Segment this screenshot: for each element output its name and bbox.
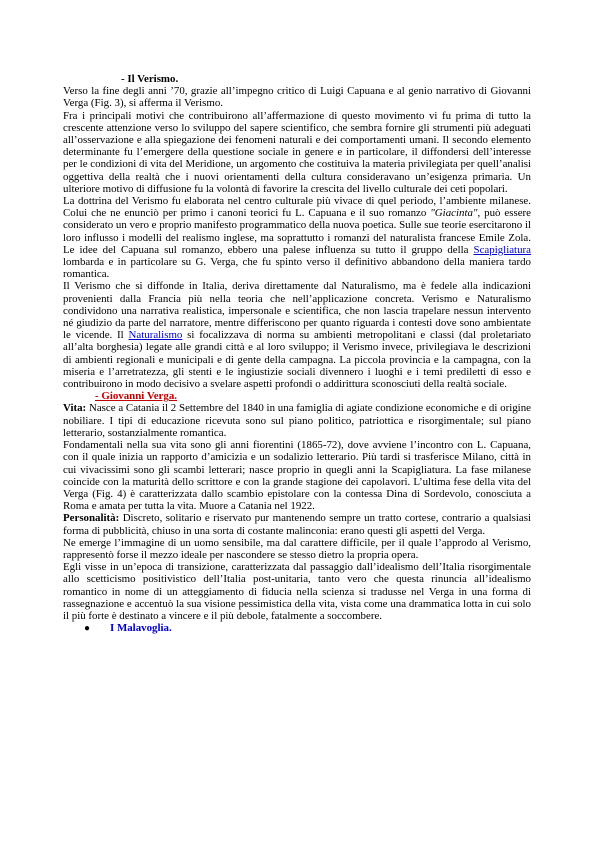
text-run: Nasce a Catania il 2 Settembre del 1840 in una famiglia di agiate condizione economiche e di origine nobiliare. I tipi di educazione ricevuta sono sul piano politico, patriottica e risorgimentale; sul piano letterario, sostanzialmente romantica.	[63, 402, 531, 439]
link-scapigliatura[interactable]: Scapigliatura	[473, 243, 531, 256]
bullet-title-malavoglia: I Malavoglia.	[110, 622, 172, 635]
paragraph-anni-fiorentini: Fondamentali nella sua vita sono gli anni fiorentini (1865-72), dove avviene l’incontro con L. Capuana, con il quale inizia un rapporto d’amicizia e un sodalizio letterario. Più tardi si trasferisce Milano, città in cui vivacissimi sono gli scambi letterari; nasce proprio in quegli anni la Scapigliatura. La fase milanese coincide con la maturità dello scrittore e con la grande stagione dei capolavori. L’ultima fese della vita del Verga (Fig. 4) è caratterizzata dallo scambio epistolare con la contessa Dina di Sordevolo, conosciuta a Roma e amata per tutta la vita. Muore a Catania nel 1922.	[63, 439, 531, 513]
section-heading-verismo: - Il Verismo.	[121, 73, 179, 85]
label-vita: Vita:	[63, 402, 87, 415]
link-naturalismo[interactable]: Naturalismo	[128, 329, 183, 342]
text-run: si focalizzava di norma su ambienti metropolitani e classi (dal proletariato all’alta borghesia) legate alle grandi città e al loro sviluppo; il Verismo invece, privilegiava le descrizioni di ambienti regionali e municipali e di gente della campagna. La piccola provincia e la campagna, con la miseria e l’arretratezza, gli stenti e le ingiustizie sociali divennero i luoghi e i temi prediletti di esso e contribuirono in modo decisivo a svelare aspetti profondi o addirittura sconosciuti della realtà sociale.	[63, 329, 531, 391]
text-run: La dottrina del Verismo fu elaborata nel centro culturale più vivace di quel periodo, l’ambiente milanese. Colui che ne enunciò per primo i canoni teorici fu L. Capuana e il suo romanzo	[63, 195, 531, 220]
paragraph-epoca: Egli visse in un’epoca di transizione, caratterizzata dal passaggio dall’idealismo dell’Italia risorgimentale allo scetticismo positivistico dell’Italia post-unitaria, tanto vero che questa rinuncia all’idealismo romantico in nome di un atteggiamento di fiducia nella scienza si tradusse nel Verga in una forma di rassegnazione e accentuò la sua visione pessimistica della vita, vista come una drammatica lotta in cui solo il più forte è destinato a vincere e il più debole, fatalmente a soccombere.	[63, 561, 531, 622]
list-item-malavoglia	[63, 622, 531, 635]
paragraph-naturalismo	[63, 280, 531, 390]
bullet-icon: ●	[84, 623, 91, 635]
paragraph-immagine: Ne emerge l’immagine di un uomo sensibile, ma dal carattere difficile, per il quale l’approdo al Verismo, rappresentò forse il mezzo ideale per nascondere se stesso dietro la propria opera.	[63, 536, 531, 561]
paragraph-dottrina	[63, 195, 531, 280]
paragraph-vita	[63, 402, 531, 439]
label-personalita: Personalità:	[63, 512, 120, 525]
text-run: Il Verismo che si diffonde in Italia, deriva direttamente dal Naturalismo, ma è fedele alla indicazioni provenienti dalla Francia più nella teoria che nell’applicazione concreta. Verismo e Naturalismo condividono una narrativa realistica, impersonale e scientifica, che non lascia trapelare nessun intervento né giudizio da parte del narratore, mentre differiscono per quanto riguarda i contesti dove sono ambientate le vicende. Il	[63, 280, 531, 342]
italic-title-giacinta: "Giacinta"	[430, 207, 478, 220]
text-run: lombarda e in particolare su G. Verga, che fu spinto verso il definitivo abbandono della maniera tardo romantica.	[63, 256, 531, 281]
paragraph-personalita	[63, 512, 531, 536]
text-run: , può essere considerato un vero e proprio manifesto programmatico della nuova poetica. Sulle sue teorie esercitarono il loro influsso i modelli del realismo inglese, ma soprattutto i romanzi del naturalista francese Emile Zola. Le idee del Capuana sul romanzo, ebbero una palese influenza su tutto il gruppo della	[63, 207, 532, 256]
heading-text: - Giovanni Verga.	[95, 390, 177, 403]
document-body	[63, 73, 531, 635]
text-run: Discreto, solitario e riservato pur mantenendo sempre un tratto cortese, contrario a qualsiasi forma di pubblicità, chiuso in una sorta di costante malinconia: erano questi gli aspetti del Verga.	[63, 512, 531, 537]
paragraph-motivi: Fra i principali motivi che contribuirono all’affermazione di questo movimento vi fu prima di tutto la crescente attenzione verso lo sviluppo del sapere scientifico, che sembra fornire gli strumenti più adeguati all’osservazione e alla spiegazione dei fenomeni naturali e dei comportamenti umani. Il secondo elemento determinante fu l’emergere della questione sociale in genere e in particolare, il diffondersi dell’interesse per le condizioni di vita del Meridione, un argomento che costituiva la materia privilegiata per quell’analisi oggettiva della realtà che i nuovi orientamenti della cultura consideravano un’esigenza primaria. Un ulteriore motivo di diffusione fu la volontà di favorire la crescita del livello culturale dei ceti popolari.	[63, 109, 531, 195]
section-heading-verga	[63, 390, 531, 402]
paragraph-intro: Verso la fine degli anni ’70, grazie all’impegno critico di Luigi Capuana e al genio narrativo di Giovanni Verga (Fig. 3), si afferma il Verismo.	[63, 85, 531, 110]
